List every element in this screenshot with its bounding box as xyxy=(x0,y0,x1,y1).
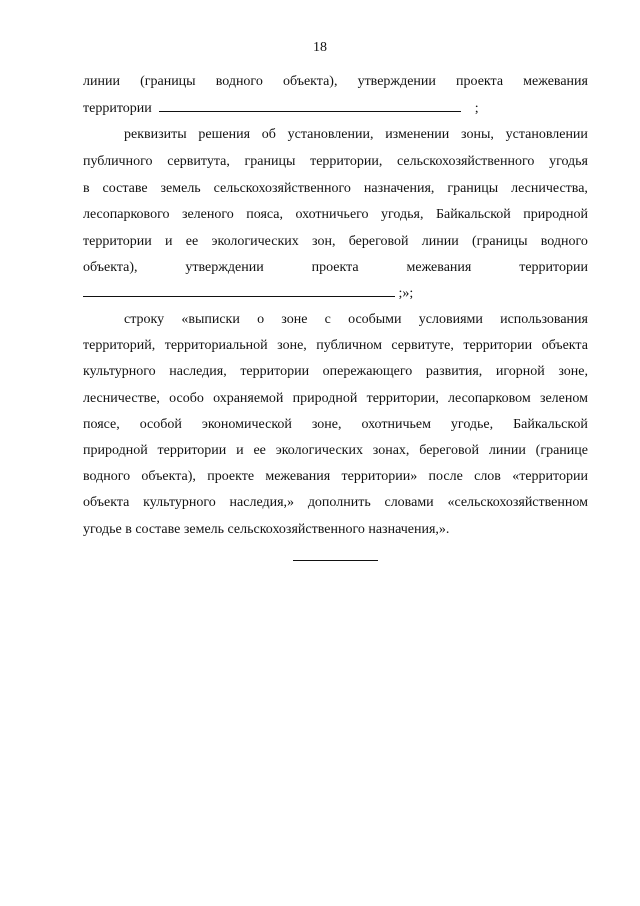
word: строку xyxy=(124,312,165,327)
paragraph-3-line-6 xyxy=(83,442,588,460)
word: зоне, xyxy=(558,364,588,379)
word: территории, xyxy=(366,391,439,406)
word: сельскохозяйственного xyxy=(397,154,535,169)
word: зоне, xyxy=(311,417,342,432)
word: охотничьего xyxy=(295,207,369,222)
word: особыми xyxy=(348,312,402,327)
word: «выписки xyxy=(181,312,240,327)
word: объекта xyxy=(541,338,588,353)
word: особой xyxy=(139,417,182,432)
word: водного xyxy=(215,74,263,89)
word: дополнить xyxy=(307,495,371,510)
word: земель xyxy=(160,181,201,196)
word: опережающего xyxy=(322,364,413,379)
word: территории» xyxy=(341,469,418,484)
word: территории xyxy=(519,260,588,275)
word: лесничестве, xyxy=(83,391,160,406)
word: проекте xyxy=(207,469,255,484)
word: береговой xyxy=(348,234,409,249)
paragraph-3-line-3 xyxy=(83,363,588,381)
paragraph-2-line-2 xyxy=(83,153,588,171)
paragraph-3-line-8 xyxy=(83,494,588,512)
word: о xyxy=(257,312,265,327)
word: природной xyxy=(292,391,358,406)
word: Байкальской xyxy=(513,417,588,432)
word: объекта), xyxy=(282,74,338,89)
word: сервитуте, xyxy=(391,338,454,353)
word: природной xyxy=(83,443,148,458)
paragraph-3-line-7 xyxy=(83,468,588,486)
word: водного xyxy=(540,234,588,249)
word: территориальной xyxy=(164,338,268,353)
paragraph-2-line-4 xyxy=(83,206,588,224)
word: слов xyxy=(474,469,501,484)
word: после xyxy=(428,469,463,484)
word: территории xyxy=(240,364,310,379)
word: объекта), xyxy=(141,469,196,484)
page-number: 18 xyxy=(313,40,327,55)
word: наследия,» xyxy=(229,495,295,510)
word: особо xyxy=(169,391,204,406)
word: охотничьем xyxy=(361,417,431,432)
word: утверждении xyxy=(357,74,436,89)
word: словами xyxy=(384,495,434,510)
word: в xyxy=(83,181,90,196)
word: сервитута, xyxy=(167,154,230,169)
word: охраняемой xyxy=(213,391,284,406)
word: наследия, xyxy=(169,364,227,379)
word: территорий, xyxy=(83,338,156,353)
word: экономической xyxy=(201,417,292,432)
paragraph-3-line-1 xyxy=(124,311,588,329)
word: развития, xyxy=(425,364,483,379)
semicolon: ; xyxy=(474,101,479,116)
word: сельскохозяйственного xyxy=(213,181,351,196)
paragraph-2-line-6 xyxy=(83,259,588,277)
word: линии xyxy=(421,234,459,249)
word: зоне xyxy=(281,312,308,327)
blank-field xyxy=(159,99,461,112)
word: угодья, xyxy=(381,207,424,222)
word: береговой xyxy=(419,443,480,458)
word: зон, xyxy=(312,234,336,249)
word: (границе xyxy=(535,443,588,458)
word: использования xyxy=(500,312,588,327)
territory-label: территории xyxy=(83,101,152,116)
word: границы xyxy=(447,181,499,196)
word: лесничества, xyxy=(511,181,588,196)
word: зеленого xyxy=(181,207,234,222)
word: пояса, xyxy=(246,207,284,222)
word: линии xyxy=(488,443,526,458)
word: с xyxy=(324,312,331,327)
paragraph-3-line-4 xyxy=(83,390,588,408)
paragraph-2-line-5 xyxy=(83,233,588,251)
word: межевания xyxy=(265,469,331,484)
word: публичном xyxy=(316,338,382,353)
word: «территории xyxy=(512,469,588,484)
word: зеленом xyxy=(539,391,588,406)
paragraph-2-line-1 xyxy=(124,126,588,144)
word: территории xyxy=(83,234,152,249)
word: решения xyxy=(198,127,251,142)
word: составе xyxy=(102,181,148,196)
word: ее xyxy=(253,443,266,458)
paragraph-2-line-7 xyxy=(83,284,413,303)
paragraph-1-line-2 xyxy=(83,99,479,118)
word: угодье, xyxy=(450,417,494,432)
word: природной xyxy=(523,207,588,222)
word: назначения, xyxy=(363,181,435,196)
word: изменении xyxy=(385,127,450,142)
word: водного xyxy=(83,469,131,484)
word: экологических xyxy=(211,234,299,249)
word: проекта xyxy=(456,74,504,89)
closing-rule xyxy=(293,560,378,561)
word: территории xyxy=(463,338,533,353)
word: реквизиты xyxy=(124,127,187,142)
closing-punctuation: ;»; xyxy=(398,286,414,301)
word: игорной xyxy=(495,364,545,379)
word: об xyxy=(261,127,276,142)
word: и xyxy=(236,443,244,458)
word: публичного xyxy=(83,154,153,169)
blank-field xyxy=(83,284,395,297)
paragraph-3-line-2 xyxy=(83,337,588,355)
paragraph-3-line-5 xyxy=(83,416,588,434)
word: объекта xyxy=(83,495,130,510)
word: территории, xyxy=(310,154,383,169)
word: культурного xyxy=(143,495,216,510)
paragraph-3-line-9: угодье в составе земель сельскохозяйственного назначения,». xyxy=(83,522,450,537)
word: межевания xyxy=(406,260,472,275)
paragraph-1-line-1 xyxy=(83,73,588,91)
word: ее xyxy=(185,234,199,249)
word: экологических xyxy=(275,443,363,458)
word: Байкальской xyxy=(435,207,511,222)
word: установлении xyxy=(505,127,588,142)
word: лесопарковом xyxy=(448,391,531,406)
word: «сельскохозяйственном xyxy=(447,495,588,510)
word: установлении, xyxy=(287,127,374,142)
word: зоне, xyxy=(277,338,307,353)
word: межевания xyxy=(523,74,588,89)
word: условиями xyxy=(418,312,483,327)
paragraph-2-line-3 xyxy=(83,180,588,198)
word: территории xyxy=(157,443,227,458)
word: (границы xyxy=(140,74,196,89)
word: зоны, xyxy=(461,127,494,142)
word: культурного xyxy=(83,364,156,379)
word: зонах, xyxy=(372,443,410,458)
word: границы xyxy=(244,154,296,169)
word: (границы xyxy=(472,234,528,249)
word: проекта xyxy=(311,260,359,275)
word: линии xyxy=(83,74,120,89)
word: угодья xyxy=(549,154,588,169)
word: и xyxy=(165,234,173,249)
word: поясе, xyxy=(83,417,120,432)
word: объекта), xyxy=(83,260,138,275)
word: лесопаркового xyxy=(83,207,170,222)
word: утверждении xyxy=(185,260,264,275)
